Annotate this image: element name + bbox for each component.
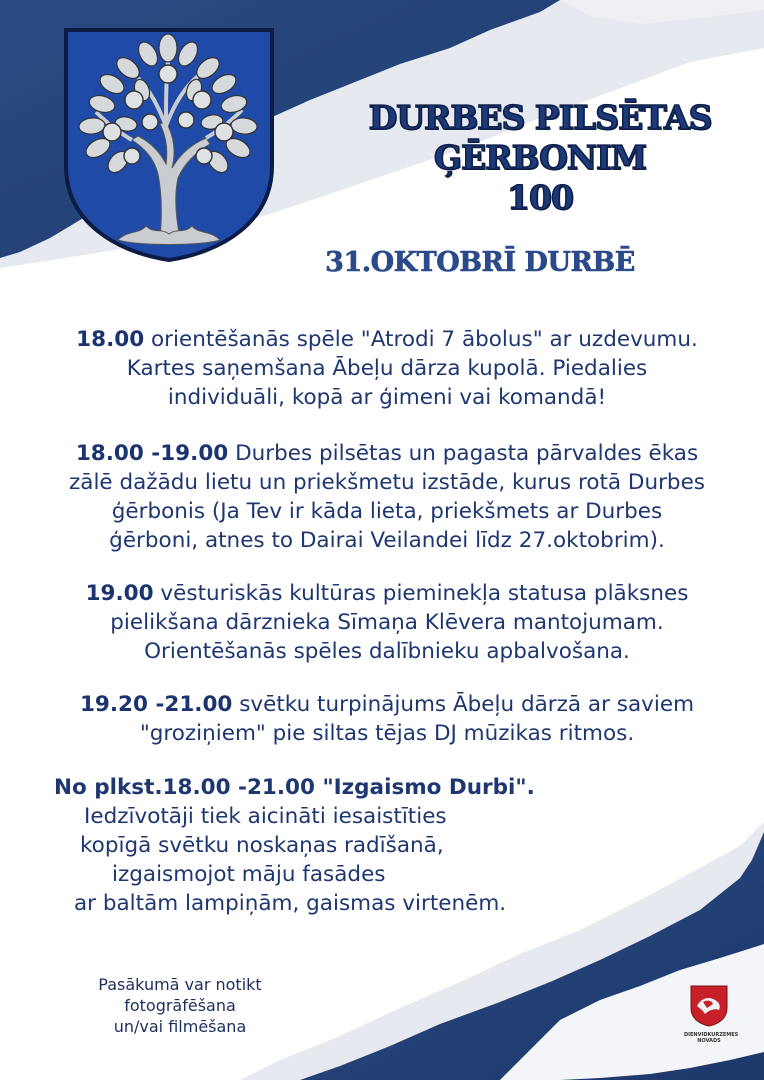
event-time: 18.00 (76, 327, 145, 352)
event-time: 19.20 -21.00 (79, 692, 233, 717)
event-text: "groziņiem" pie siltas tējas DJ mūzikas ritmos. (139, 721, 635, 746)
photo-notice (70, 974, 290, 1037)
event-text: vēsturiskās kultūras pieminekļa statusa plāksnes (153, 581, 689, 606)
logo-text: NOVADS (697, 1038, 721, 1044)
event-date: 31.OKTOBRĪ DURBĒ (325, 247, 635, 278)
event-text: Kartes saņemšana Ābeļu dārza kupolā. Piedalies (126, 356, 648, 381)
event-text: zālē dažādu lietu un priekšmetu izstāde, kurus rotā Durbes (68, 470, 706, 495)
illumination-text: kopīgā svētku noskaņas radīšanā, (80, 833, 444, 858)
notice-line: Pasākumā var notikt (98, 975, 262, 994)
event-text: ģērbonis (Ja Tev ir kāda lieta, priekšmets ar Durbes (111, 499, 663, 524)
illumination-heading: No plkst.18.00 -21.00 "Izgaismo Durbi". (54, 775, 535, 800)
title-line-1: DURBES PILSĒTAS (368, 98, 712, 137)
event-item-1 (22, 325, 752, 412)
event-text: individuāli, kopā ar ģimeni vai komandā! (167, 385, 607, 410)
page-title (340, 98, 740, 218)
event-text: Durbes pilsētas un pagasta pārvaldes ēkas (228, 441, 699, 466)
event-item-3 (22, 579, 752, 666)
logo-shield-icon (689, 984, 729, 1028)
title-line-2: ĢĒRBONIM (433, 138, 647, 177)
municipality-logo (684, 984, 739, 1044)
notice-line: fotogrāfēšana (124, 996, 236, 1015)
coat-of-arms-icon (62, 26, 276, 262)
illumination-text: ar baltām lampiņām, gaismas virtenēm. (74, 891, 507, 916)
notice-line: un/vai filmēšana (113, 1017, 247, 1036)
event-text: svētku turpinājums Ābeļu dārzā ar saviem (232, 692, 695, 717)
illumination-text: izgaismojot māju fasādes (112, 862, 386, 887)
event-text: pielikšana dārznieka Sīmaņa Klēvera mantojumam. (110, 610, 664, 635)
event-text: orientēšanās spēle "Atrodi 7 ābolus" ar uzdevumu. (144, 327, 698, 352)
illumination-section (50, 773, 610, 918)
event-time: 18.00 -19.00 (75, 441, 229, 466)
event-text: ģērboni, atnes to Dairai Veilandei līdz 27.oktobrim). (109, 528, 665, 553)
title-line-3: 100 (507, 178, 573, 217)
logo-text: DIENVIDKURZEMES (684, 1032, 739, 1038)
illumination-text: Iedzīvotāji tiek aicināti iesaistīties (84, 804, 447, 829)
event-item-4 (22, 690, 752, 748)
event-text: Orientēšanās spēles dalībnieku apbalvošana. (144, 639, 630, 664)
event-item-2 (22, 439, 752, 555)
event-time: 19.00 (85, 581, 154, 606)
